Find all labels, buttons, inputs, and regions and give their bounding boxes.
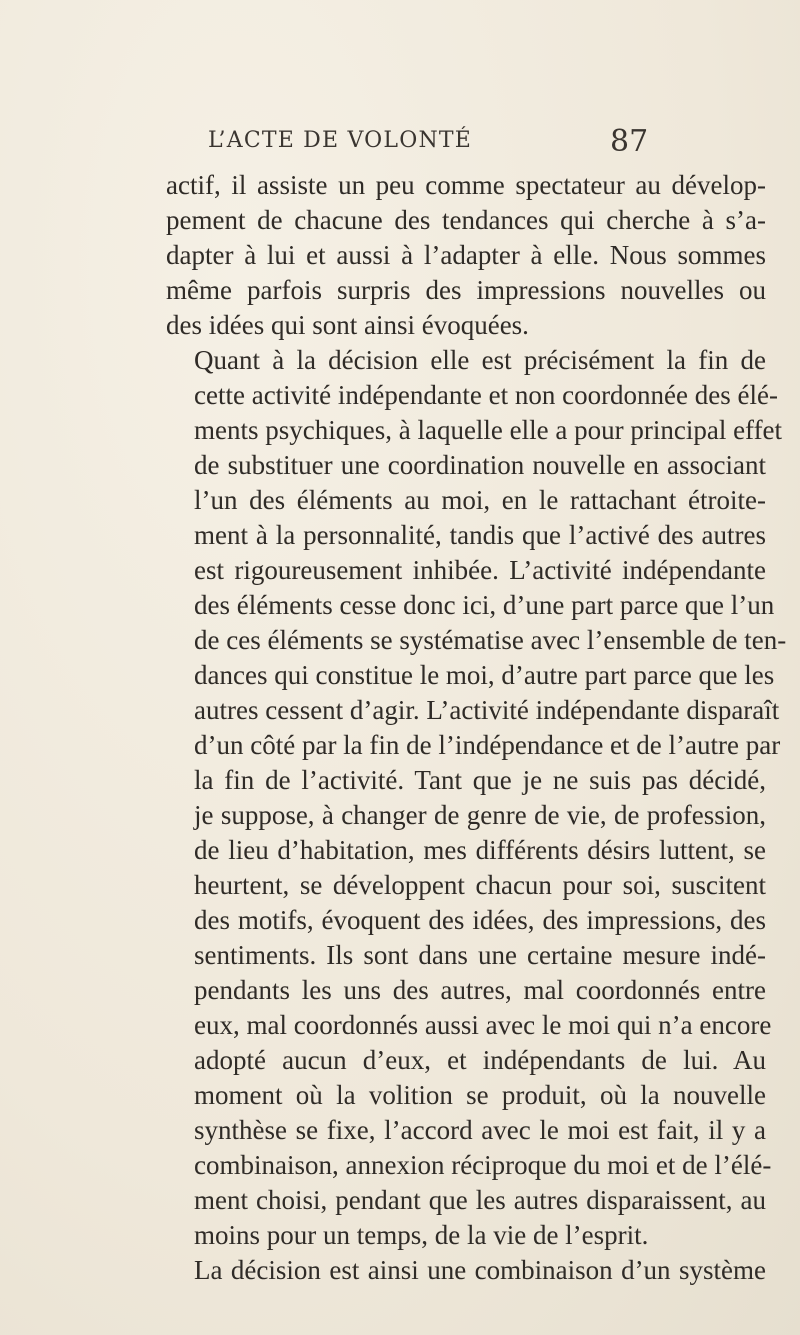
text-line: moins pour un temps, de la vie de l’esprit. bbox=[194, 1220, 649, 1250]
text-line: de ces éléments se systématise avec l’ensemble de ten- bbox=[194, 625, 787, 655]
text-line: l’un des éléments au moi, en le rattachant étroite- bbox=[194, 485, 766, 515]
text-line: ment à la personnalité, tandis que l’activé des autres bbox=[194, 520, 766, 550]
text-line: des idées qui sont ainsi évoquées. bbox=[166, 310, 529, 340]
text-line: la fin de l’activité. Tant que je ne suis pas décidé, bbox=[194, 765, 766, 795]
text-line: heurtent, se développent chacun pour soi, suscitent bbox=[194, 870, 766, 900]
paragraph bbox=[166, 343, 787, 1253]
text-line: ments psychiques, à laquelle elle a pour principal effet bbox=[194, 415, 783, 445]
text-line: de lieu d’habitation, mes différents désirs luttent, se bbox=[194, 835, 766, 865]
text-line: combinaison, annexion réciproque du moi et de l’élé- bbox=[194, 1150, 772, 1180]
text-line: pendants les uns des autres, mal coordonnés entre bbox=[194, 975, 766, 1005]
body-text bbox=[166, 168, 787, 1288]
text-line: pement de chacune des tendances qui cherche à s’a- bbox=[166, 205, 766, 235]
text-line: dances qui constitue le moi, d’autre part parce que les bbox=[194, 660, 775, 690]
text-line: cette activité indépendante et non coordonnée des élé- bbox=[194, 380, 778, 410]
text-line: actif, il assiste un peu comme spectateur au dévelop- bbox=[166, 170, 766, 200]
text-line: ment choisi, pendant que les autres disparaissent, au bbox=[194, 1185, 766, 1215]
text-line: adopté aucun d’eux, et indépendants de lui. Au bbox=[194, 1045, 766, 1075]
page-number: 87 bbox=[610, 124, 649, 159]
paragraph bbox=[166, 1253, 766, 1288]
text-line: des motifs, évoquent des idées, des impressions, des bbox=[194, 905, 766, 935]
text-line: autres cessent d’agir. L’activité indépendante disparaît bbox=[194, 695, 780, 725]
text-line: d’un côté par la fin de l’indépendance et de l’autre par bbox=[194, 730, 781, 760]
paragraph bbox=[166, 168, 766, 343]
text-line: des éléments cesse donc ici, d’une part parce que l’un bbox=[194, 590, 775, 620]
text-line: eux, mal coordonnés aussi avec le moi qui n’a encore bbox=[194, 1010, 772, 1040]
text-line: je suppose, à changer de genre de vie, de profession, bbox=[194, 800, 766, 830]
text-line: synthèse se fixe, l’accord avec le moi est fait, il y a bbox=[194, 1115, 766, 1145]
text-line: est rigoureusement inhibée. L’activité indépendante bbox=[194, 555, 766, 585]
text-line: Quant à la décision elle est précisément la fin de bbox=[194, 345, 766, 375]
text-line: de substituer une coordination nouvelle en associant bbox=[194, 450, 766, 480]
text-line: sentiments. Ils sont dans une certaine mesure indé- bbox=[194, 940, 766, 970]
text-line: dapter à lui et aussi à l’adapter à elle. Nous sommes bbox=[166, 240, 766, 270]
text-line: même parfois surpris des impressions nouvelles ou bbox=[166, 275, 766, 305]
text-line: La décision est ainsi une combinaison d’un système bbox=[194, 1255, 766, 1285]
running-title: L’ACTE DE VOLONTÉ bbox=[208, 128, 473, 153]
text-line: moment où la volition se produit, où la nouvelle bbox=[194, 1080, 766, 1110]
